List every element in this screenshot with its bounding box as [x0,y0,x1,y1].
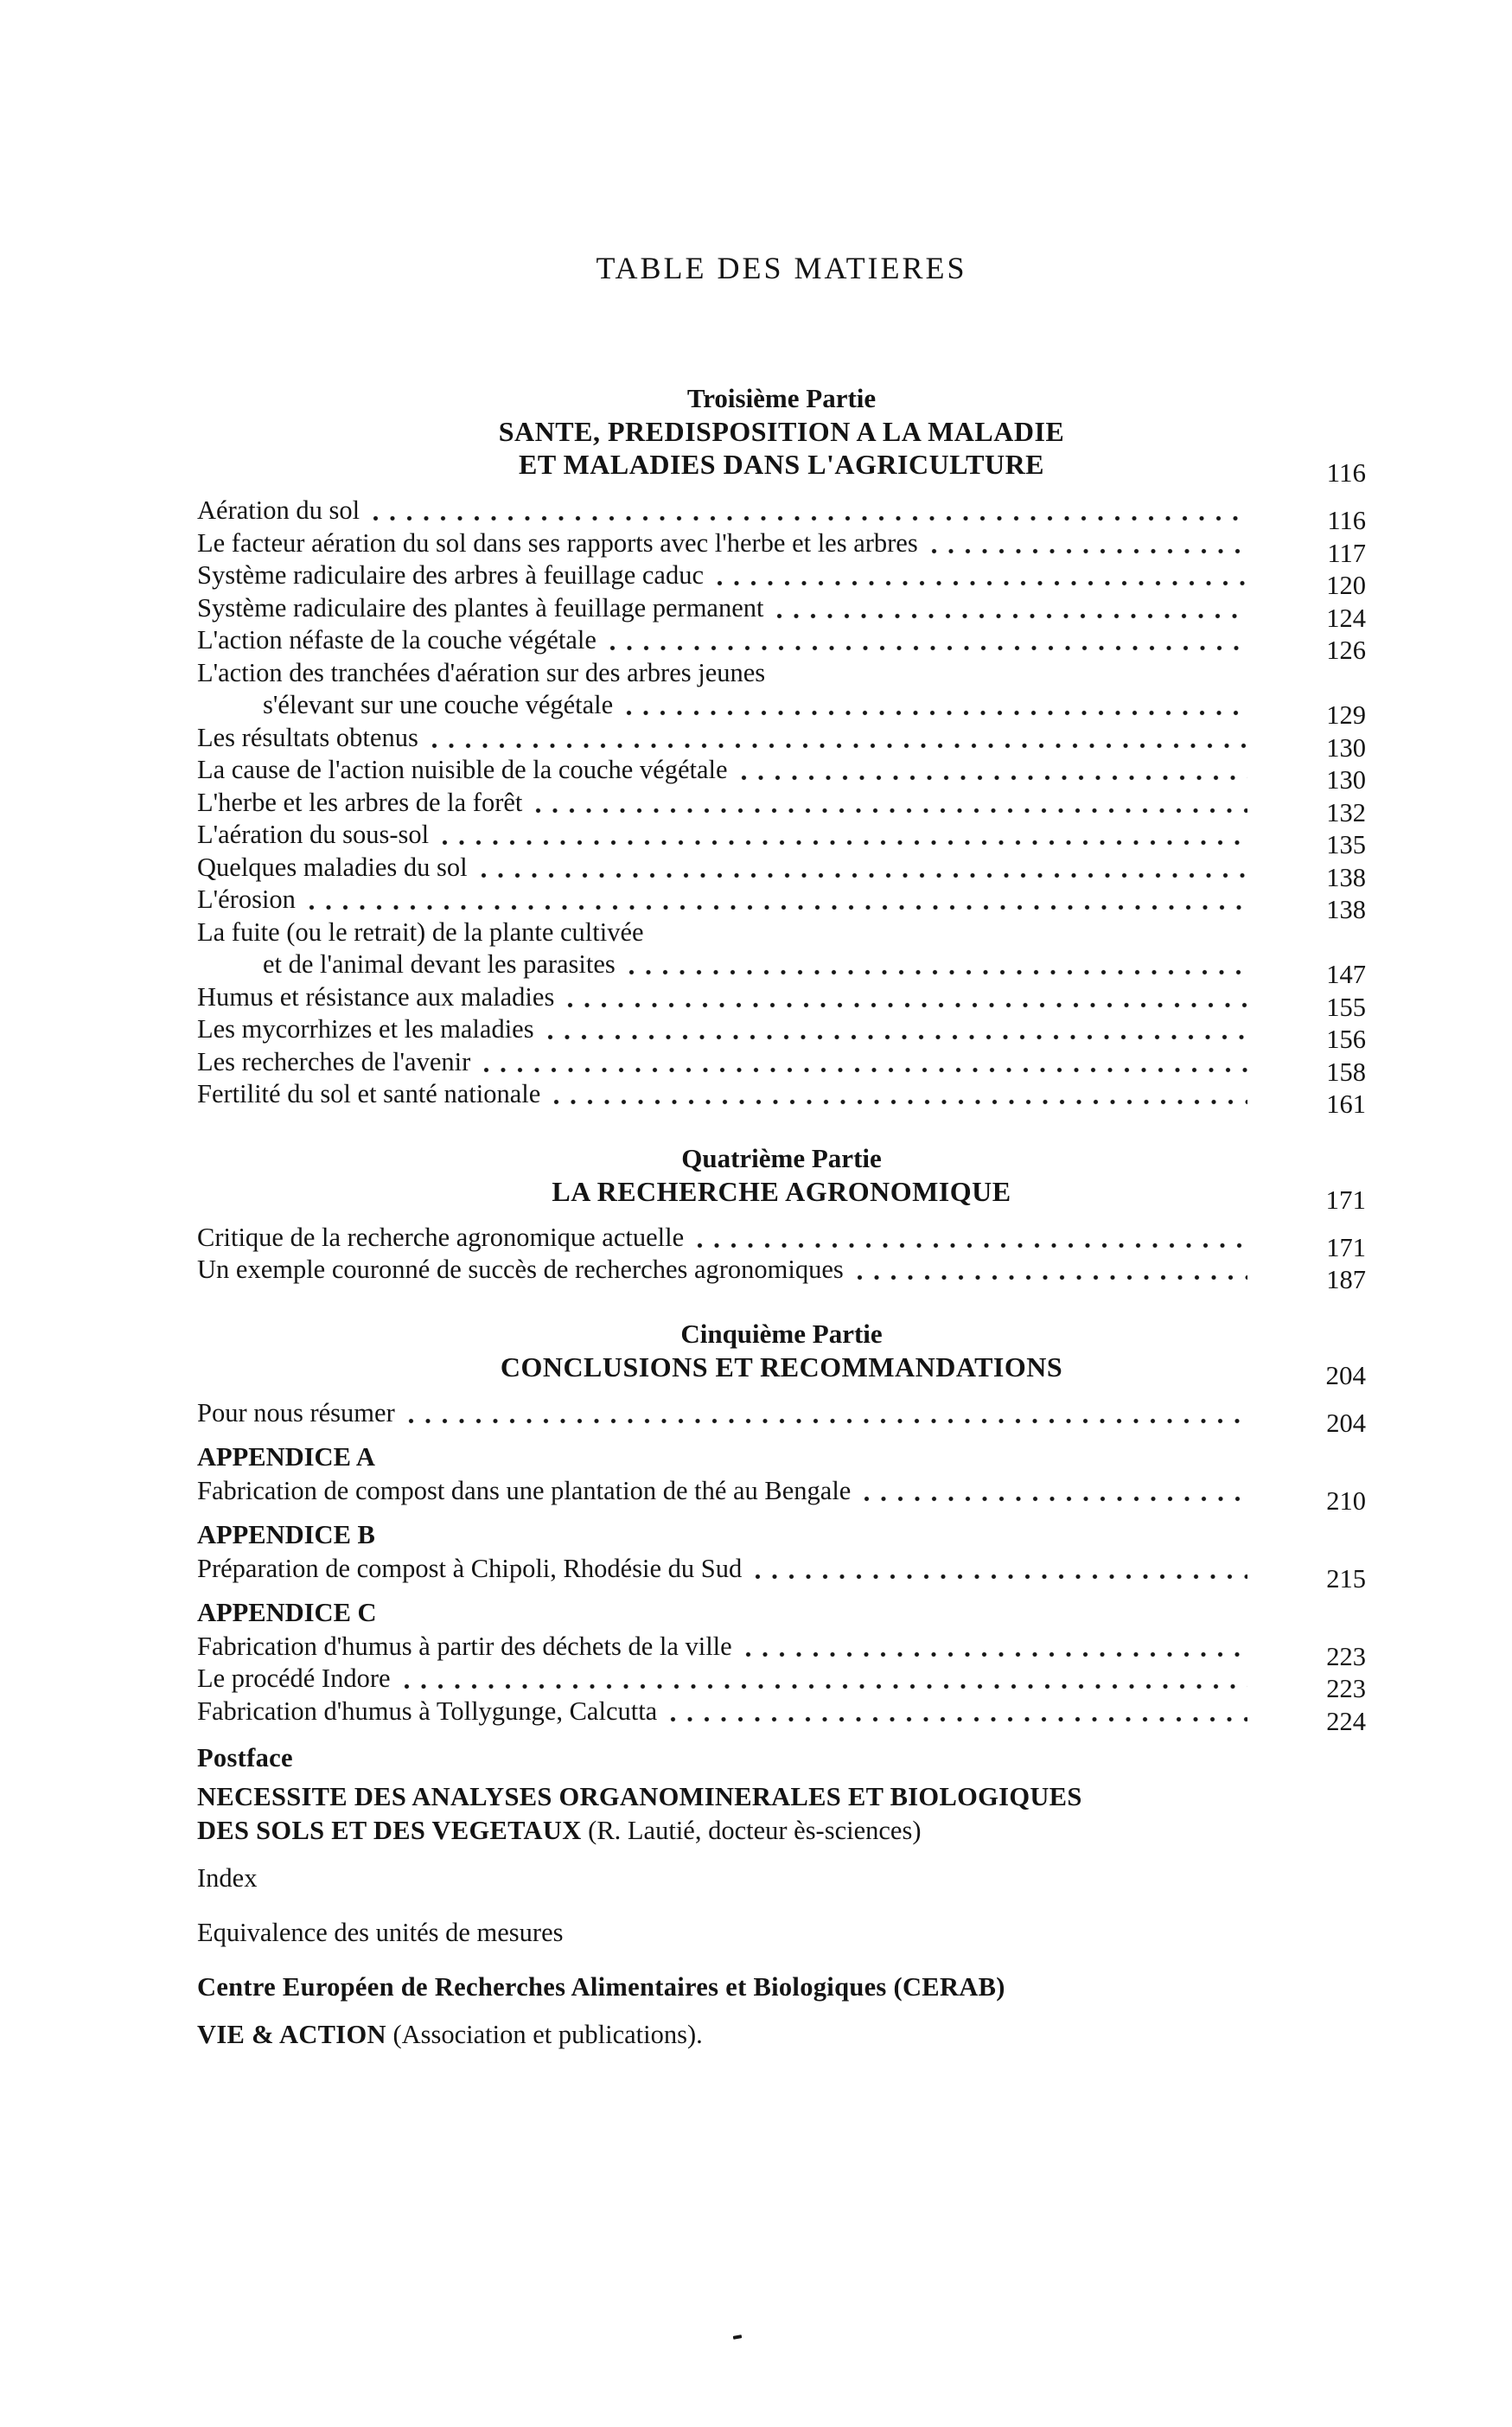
toc-entry-page: 117 [1327,538,1366,568]
text-segment: (R. Lautié, docteur ès-sciences) [581,1816,922,1845]
text-line [197,1741,1366,1775]
toc-entry [197,819,1366,859]
toc-entry [197,1475,1366,1516]
text-segment: VIE & ACTION [197,2020,386,2049]
toc-entry-page: 135 [1326,830,1366,859]
toc-entry [197,592,1366,633]
toc-entry [197,559,1366,600]
toc-entry [197,1553,1366,1594]
part-heading [197,1142,1366,1215]
leader-dots [744,1651,1247,1658]
toc-entry [197,948,1366,989]
appendix-heading: APPENDICE C [197,1598,377,1627]
text-line [197,1916,1366,1950]
toc-entry [197,884,1366,924]
leader-dots [566,1001,1247,1009]
text-segment: NECESSITE DES ANALYSES ORGANOMINERALES ET BIOLOGIQUES [197,1782,1082,1811]
leader-dots [625,709,1247,717]
toc-list [197,382,1366,2052]
leader-dots [628,968,1247,976]
leader-dots [308,904,1247,911]
leader-dots [669,1715,1247,1723]
text-line [197,2018,1366,2052]
part-page-number: 171 [1325,1184,1366,1215]
toc-entry [197,1046,1366,1087]
toc-entry-page: 187 [1326,1265,1366,1294]
toc-content [197,249,1366,2052]
part-page-number: 116 [1326,457,1366,488]
text-segment: Index [197,1863,258,1893]
toc-entry-label: Fabrication de compost dans une plantation de thé au Bengale [197,1475,852,1505]
part-title-line: CONCLUSIONS ET RECOMMANDATIONS [500,1351,1063,1383]
toc-entry-label: L'érosion [197,885,296,914]
toc-entry [197,1254,1366,1294]
toc-entry [197,1013,1366,1054]
toc-entry-label: Les mycorrhizes et les maladies [197,1014,534,1044]
toc-entry [197,1397,1366,1438]
toc-entry [197,1631,1366,1671]
toc-entry-page: 155 [1326,992,1366,1022]
toc-entry-page: 130 [1326,732,1366,763]
toc-entry-label: Les résultats obtenus [197,722,418,752]
toc-entry [197,981,1366,1022]
toc-entry-label: La fuite (ou le retrait) de la plante cultivée [197,917,644,947]
toc-entry [197,1222,1366,1262]
toc-entry-page: 130 [1326,765,1366,795]
leader-dots [482,1066,1247,1074]
part-page-number: 204 [1325,1359,1366,1390]
toc-entry-page: 116 [1327,506,1366,535]
text-line [197,1780,1366,1814]
text-line [197,1970,1366,2004]
toc-entry [197,787,1366,827]
text-line [197,1814,1366,1848]
text-segment: Equivalence des unités de mesures [197,1918,564,1947]
toc-entry-label: Les recherches de l'avenir [197,1046,471,1076]
leader-dots [407,1417,1247,1425]
part-heading [197,382,1366,488]
leader-dots [546,1033,1247,1041]
part-heading [197,1318,1366,1390]
toc-entry-label: Pour nous résumer [197,1397,395,1427]
text-segment: (Association et publications). [386,2020,703,2049]
toc-entry [197,1663,1366,1703]
toc-entry-label: L'action des tranchées d'aération sur des arbres jeunes [197,657,766,687]
toc-entry-page: 124 [1326,603,1366,633]
leader-dots [930,547,1247,555]
appendix-heading: APPENDICE A [197,1442,375,1472]
toc-entry-label: Fertilité du sol et santé nationale [197,1079,541,1108]
toc-entry-page: 223 [1326,1674,1366,1703]
toc-entry-page: 161 [1326,1089,1366,1119]
toc-entry [197,624,1366,665]
toc-entry-label: Système radiculaire des plantes à feuillage permanent [197,592,764,623]
toc-entry-page: 138 [1326,862,1366,892]
text-segment: Postface [197,1743,293,1772]
appendix-heading: APPENDICE B [197,1520,375,1549]
toc-entry [197,722,1366,763]
toc-entry [197,689,1366,730]
leader-dots [696,1242,1247,1249]
toc-entry-page: 158 [1326,1057,1366,1087]
leader-dots [716,579,1247,587]
part-name: Troisième Partie [686,383,877,413]
leader-dots [863,1495,1247,1503]
toc-entry-label: La cause de l'action nuisible de la couche végétale [197,755,728,784]
toc-entry [197,1696,1366,1736]
leader-dots [403,1683,1247,1690]
leader-dots [534,807,1247,814]
leader-dots [740,774,1247,782]
toc-entry [197,1078,1366,1119]
toc-entry-label: Fabrication d'humus à Tollygunge, Calcutta [197,1696,658,1726]
text-line [197,1862,1366,1895]
toc-entry-page: 210 [1326,1485,1366,1516]
leader-dots [552,1098,1247,1106]
toc-entry-page: 156 [1326,1025,1366,1054]
toc-entry-page: 223 [1326,1641,1366,1671]
toc-entry-label: Critique de la recherche agronomique actuelle [197,1222,685,1252]
toc-entry-label: Humus et résistance aux maladies [197,981,555,1012]
toc-entry [197,754,1366,795]
toc-entry [197,527,1366,568]
toc-entry-page: 138 [1326,895,1366,924]
toc-entry-page: 147 [1326,960,1366,989]
part-name: Quatrième Partie [681,1142,882,1173]
leader-dots [609,644,1247,652]
toc-entry-label: Système radiculaire des arbres à feuillage caduc [197,560,704,590]
toc-entry [197,852,1366,892]
toc-entry-label: Un exemple couronné de succès de recherches agronomiques [197,1255,844,1284]
scan-speck [733,2334,743,2340]
toc-entry-label: Aération du sol [197,495,360,525]
toc-entry-page: 204 [1326,1408,1366,1438]
toc-entry-label: Préparation de compost à Chipoli, Rhodésie du Sud [197,1553,743,1583]
toc-entry-label: Le facteur aération du sol dans ses rapports avec l'herbe et les arbres [197,527,918,558]
toc-entry-page: 224 [1326,1706,1366,1736]
toc-entry-label: Quelques maladies du sol [197,852,468,882]
leader-dots [372,514,1247,522]
toc-entry-label: L'action néfaste de la couche végétale [197,625,597,655]
leader-dots [775,612,1247,620]
part-title-line: SANTE, PREDISPOSITION A LA MALADIE [498,416,1065,447]
toc-entry-page: 120 [1326,571,1366,600]
toc-entry-label: s'élevant sur une couche végétale [263,690,614,719]
toc-entry-page: 126 [1326,635,1366,665]
text-segment: DES SOLS ET DES VEGETAUX [197,1816,582,1845]
toc-entry-page: 171 [1326,1232,1366,1262]
leader-dots [480,872,1247,879]
part-title-line: LA RECHERCHE AGRONOMIQUE [552,1175,1011,1207]
page-title: TABLE DES MATIERES [596,251,967,285]
leader-dots [754,1573,1247,1581]
toc-entry-label: Fabrication d'humus à partir des déchets de la ville [197,1631,732,1661]
part-title-line: ET MALADIES DANS L'AGRICULTURE [518,449,1045,480]
toc-entry [197,917,1366,949]
toc-entry-label: L'herbe et les arbres de la forêt [197,787,523,817]
text-segment: Centre Européen de Recherches Alimentaires et Biologiques (CERAB) [197,1972,1005,2002]
toc-entry-label: L'aération du sous-sol [197,820,430,849]
part-name: Cinquième Partie [680,1318,883,1349]
toc-entry-page: 132 [1326,797,1366,827]
leader-dots [441,839,1247,846]
toc-entry-page: 129 [1326,700,1366,730]
toc-entry [197,495,1366,535]
leader-dots [856,1274,1247,1281]
toc-entry-label: Le procédé Indore [197,1664,391,1693]
toc-entry [197,657,1366,690]
toc-entry-label: et de l'animal devant les parasites [263,949,616,979]
leader-dots [431,742,1247,750]
toc-entry-page: 215 [1326,1563,1366,1594]
